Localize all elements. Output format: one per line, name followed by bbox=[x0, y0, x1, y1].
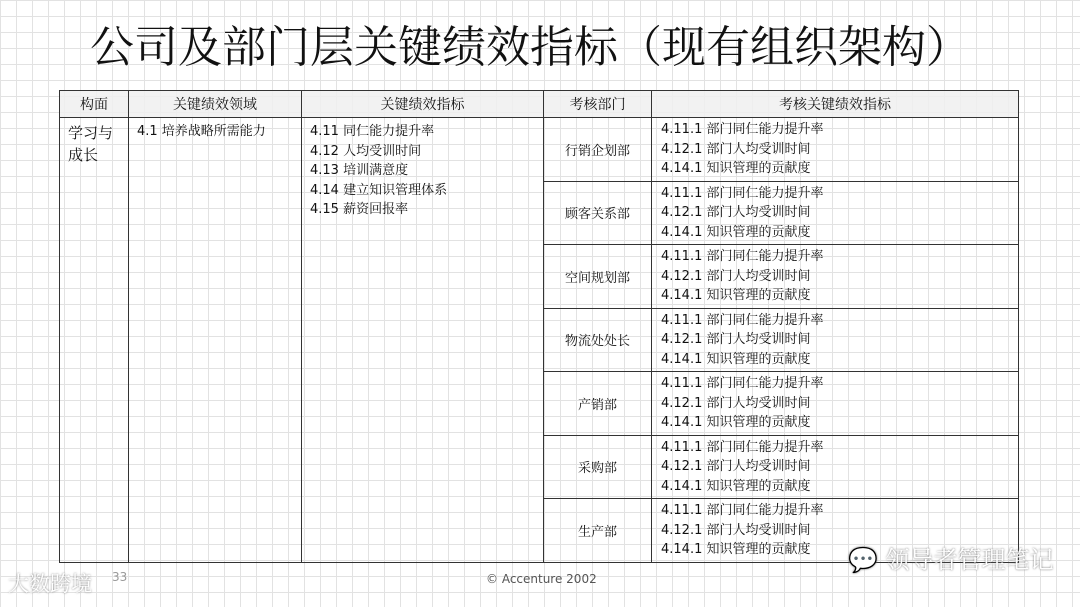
department-cell: 顾客关系部 bbox=[544, 181, 652, 245]
department-kpi-item: 4.12.1 部门人均受训时间 bbox=[661, 522, 811, 538]
title-line-1: 公司及部门层关键绩效指标（现有组 bbox=[90, 22, 794, 73]
department-kpi-item: 4.11.1 部门同仁能力提升率 bbox=[661, 439, 824, 455]
department-kpi-item: 4.14.1 知识管理的贡献度 bbox=[661, 415, 811, 430]
department-kpi-item: 4.12.1 部门人均受训时间 bbox=[661, 395, 811, 411]
department-kpi-item: 4.11.1 部门同仁能力提升率 bbox=[661, 185, 824, 201]
indicator-item: 4.11 同仁能力提升率 bbox=[310, 124, 435, 139]
department-kpi-item: 4.14.1 知识管理的贡献度 bbox=[661, 478, 811, 494]
department-kpi-item: 4.12.1 部门人均受训时间 bbox=[661, 205, 811, 220]
table-row bbox=[60, 118, 1019, 182]
department-kpi-item: 4.11.1 部门同仁能力提升率 bbox=[661, 503, 824, 518]
indicators-cell bbox=[302, 118, 544, 563]
department-kpi-item: 4.11.1 部门同仁能力提升率 bbox=[661, 249, 824, 264]
department-kpis-cell bbox=[652, 118, 1019, 182]
watermark-right-text: 领导者管理笔记 bbox=[885, 546, 1054, 574]
department-kpi-item: 4.12.1 部门人均受训时间 bbox=[661, 268, 811, 284]
department-kpi-item: 4.14.1 知识管理的贡献度 bbox=[661, 224, 811, 240]
header-department: 考核部门 bbox=[544, 91, 652, 118]
chat-bubble-icon: 💬 bbox=[848, 546, 878, 574]
indicator-item: 4.14 建立知识管理体系 bbox=[310, 182, 448, 198]
kpi-table bbox=[59, 90, 1019, 563]
department-cell: 采购部 bbox=[544, 435, 652, 499]
department-kpis-cell bbox=[652, 372, 1019, 436]
watermark-left: 大数跨境 bbox=[8, 572, 92, 596]
indicator-item: 4.15 薪资回报率 bbox=[310, 202, 409, 217]
watermark-right bbox=[848, 540, 1054, 575]
slide-title bbox=[90, 22, 1080, 74]
department-kpi-item: 4.11.1 部门同仁能力提升率 bbox=[661, 122, 824, 137]
department-kpi-item: 4.12.1 部门人均受训时间 bbox=[661, 332, 811, 347]
area-cell: 4.1 培养战略所需能力 bbox=[129, 118, 302, 563]
header-department-kpi: 考核关键绩效指标 bbox=[652, 91, 1019, 118]
department-kpi-item: 4.14.1 知识管理的贡献度 bbox=[661, 288, 811, 303]
indicator-item: 4.13 培训满意度 bbox=[310, 163, 409, 178]
department-kpi-item: 4.11.1 部门同仁能力提升率 bbox=[661, 376, 824, 391]
department-kpi-item: 4.11.1 部门同仁能力提升率 bbox=[661, 312, 824, 328]
department-cell: 物流处处长 bbox=[544, 308, 652, 372]
department-kpis-cell bbox=[652, 308, 1019, 372]
indicator-item: 4.12 人均受训时间 bbox=[310, 143, 422, 159]
department-kpi-item: 4.12.1 部门人均受训时间 bbox=[661, 459, 811, 474]
header-area: 关键绩效领域 bbox=[129, 91, 302, 118]
department-kpi-item: 4.14.1 知识管理的贡献度 bbox=[661, 351, 811, 367]
department-kpi-item: 4.12.1 部门人均受训时间 bbox=[661, 141, 811, 157]
department-kpi-item: 4.14.1 知识管理的贡献度 bbox=[661, 542, 811, 557]
copyright-footer: © Accenture 2002 bbox=[486, 572, 597, 586]
title-line-2: 织架构） bbox=[794, 22, 970, 73]
department-kpis-cell bbox=[652, 435, 1019, 499]
department-cell: 空间规划部 bbox=[544, 245, 652, 309]
header-indicator: 关键绩效指标 bbox=[302, 91, 544, 118]
department-kpi-item: 4.14.1 知识管理的贡献度 bbox=[661, 161, 811, 176]
department-kpis-cell bbox=[652, 245, 1019, 309]
header-dimension: 构面 bbox=[60, 91, 129, 118]
department-cell: 行销企划部 bbox=[544, 118, 652, 182]
dimension-cell: 学习与成长 bbox=[60, 118, 129, 563]
page-number: 33 bbox=[112, 570, 128, 584]
department-kpis-cell bbox=[652, 181, 1019, 245]
department-cell: 生产部 bbox=[544, 499, 652, 563]
department-cell: 产销部 bbox=[544, 372, 652, 436]
